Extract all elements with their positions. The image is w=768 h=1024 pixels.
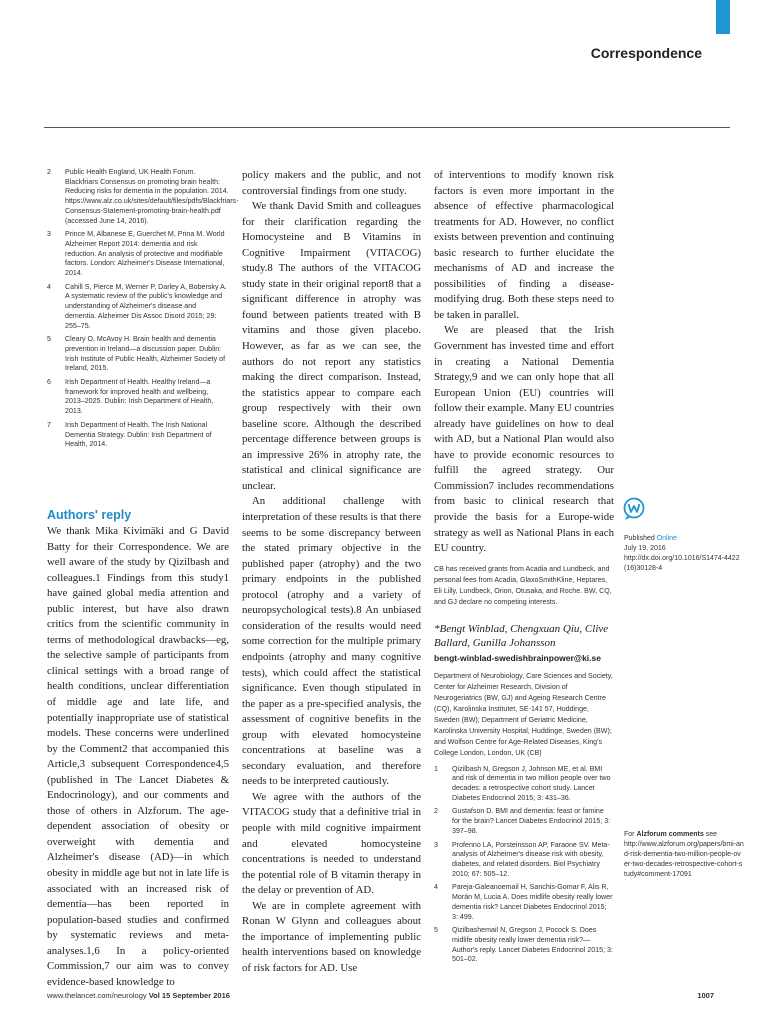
reference-item bbox=[434, 926, 614, 965]
published-label: Published bbox=[624, 535, 655, 542]
reference-number: 3 bbox=[434, 840, 438, 849]
reference-number: 4 bbox=[434, 883, 438, 892]
column-3 bbox=[434, 168, 614, 969]
published-online-note bbox=[624, 534, 744, 574]
authors-reply-heading: Authors' reply bbox=[47, 507, 132, 522]
body-paragraph: We are pleased that the Irish Government has invested time and effort in creating a National Dementia Strategy,9 and we can only hope that all European Union (EU) countries will follow their example. Many EU countries already have guidelines on how to deal with AD, but a National Plan would also have to provide economic resources to fulfill the agreed strategy. Our Commission7 includes recommendations from basic to clinical research that provide the basis for a Europe-wide strategy as well as National Plans in each EU country. bbox=[434, 324, 614, 555]
reference-text: Irish Department of Health. Healthy Ireland—a framework for improved health and wellbeing, 2013–2025. Dublin: Irish Department of Health, 2013. bbox=[65, 378, 214, 416]
forum-prefix: For bbox=[624, 831, 635, 838]
reference-list-2 bbox=[434, 765, 614, 965]
footer-volume: Vol 15 bbox=[148, 991, 171, 1000]
reference-item bbox=[434, 883, 614, 922]
author-email[interactable]: bengt-winblad-swedishbrainpower@ki.se bbox=[434, 652, 601, 663]
reference-list-1 bbox=[47, 168, 239, 450]
reference-item bbox=[434, 765, 614, 804]
reference-item bbox=[47, 378, 229, 417]
reference-number: 2 bbox=[47, 168, 51, 176]
header-rule bbox=[44, 127, 730, 128]
alzforum-note bbox=[624, 830, 744, 880]
reference-text: Cleary O, McAvoy H. Brain health and dementia prevention in Ireland—a discussion paper. Dublin: Irish Institute of Public Health, Alzheimer Society of Ireland, 2015. bbox=[65, 335, 226, 373]
section-title: Correspondence bbox=[590, 45, 702, 61]
author-names: *Bengt Winblad, Chengxuan Qiu, Clive Ballard, Gunilla Johansson bbox=[434, 622, 609, 649]
reference-number: 3 bbox=[47, 230, 51, 239]
doi-link[interactable]: http://dx.doi.org/10.1016/S1474-4422(16)30128-4 bbox=[624, 555, 740, 572]
forum-bold-label: Alzforum comments bbox=[636, 831, 704, 838]
competing-interests: CB has received grants from Acadia and Lundbeck, and personal fees from Acadia, GlaxoSmithKline, Heptares, Eli Lilly, Lundbeck, Orion, Otusaka, and Roche. BW, CQ, and GJ declare no competing interests. bbox=[434, 564, 612, 606]
forum-suffix: see bbox=[705, 831, 717, 838]
reply-body bbox=[47, 524, 229, 990]
body-paragraph: An additional challenge with interpretation of these results is that there seems to be some discrepancy between the stated primary objective in the published paper (atrophy) and the two primary endpoints in the published protocol (atrophy and a variety of neuropsychological tests).8 An unbiased consideration of the results would need some correction for the multiple primary endpoints (atrophy and many cognitive tests), which could affect the statistical significance. Even though stipulated in the paper as a pre-specified analysis, the assessment of cognitive benefits in the group with elevated homocysteine concentrations at baseline was a secondary evaluation, and therefore needs to be interpreted cautiously. bbox=[242, 495, 421, 788]
body-paragraph: We thank David Smith and colleagues for their clarification regarding the Homocysteine and B Vitamins in Cognitive Impairment (VITACOG) study.8 The authors of the VITACOG study state in their original report8 that a significant difference in atrophy was found between patients treated with B vitamins and those given placebo. However, as far as we can see, the authors do not report any statistics making the direct comparison. Instead, the statistics appear to compare each group respectively with their own baseline score. Although the described percentage difference between groups is an impressive 26% in atrophy rate, the statistical and clinical significance are unclear. bbox=[242, 200, 421, 492]
reference-item bbox=[47, 230, 229, 279]
reference-item bbox=[47, 335, 229, 374]
published-date: July 19, 2016 bbox=[624, 545, 666, 552]
reference-text: Prince M, Albanese E, Guerchet M, Prina M. World Alzheimer Report 2014: dementia and risk reduction. An analysis of protective and modifiable factors. London: Alzheimer's Disease International, 2014. bbox=[65, 230, 225, 278]
reference-number: 2 bbox=[434, 807, 438, 816]
accent-bar bbox=[716, 0, 730, 34]
online-first-icon bbox=[623, 497, 645, 521]
reference-number: 5 bbox=[47, 335, 51, 344]
reference-number: 7 bbox=[47, 420, 51, 429]
reference-text: Irish Department of Health. The Irish National Dementia Strategy. Dublin: Irish Department of Health, 2014. bbox=[65, 420, 212, 449]
reference-item bbox=[434, 841, 614, 880]
author-affiliation: Department of Neurobiology, Care Sciences and Society, Center for Alzheimer Research, Division of Neurogeriatrics (BW, GJ) and Ageing Research Centre (CQ), Karolinska Institutet, SE-141 57, Huddinge, Sweden (BW); Department of Geriatric Medicine, Karolinska University Hospital, Huddinge, Sweden (BW); and Wolfson Centre for Age-Related Diseases, King's College London, London, UK (CB) bbox=[434, 671, 613, 757]
reference-number: 6 bbox=[47, 378, 51, 387]
reference-text: Qizilbash N, Gregson J, Johnson ME, et al. BMI and risk of dementia in two million people over two decades: a retrospective cohort study. Lancet Diabetes Endocrinol 2015; 3: 431–36. bbox=[452, 764, 611, 802]
body-paragraph: policy makers and the public, and not controversial findings from one study. bbox=[242, 169, 421, 197]
reference-text: Pareja-Galeanoemail H, Sanchis-Gomar F, Alis R, Morán M, Lucia A. Does midlife obesity really lower dementia risk? Lancet Diabetes Endocrinol 2015; 3: 499. bbox=[452, 883, 613, 921]
reference-number: 1 bbox=[434, 764, 438, 773]
reference-item bbox=[47, 168, 239, 226]
body-paragraph: We thank Mika Kivimäki and G David Batty for their Correspondence. We are well aware of the study by Qizilbash and colleagues.1 Findings from this study1 have gained global media attention and public interest, but have also drawn critics from the scientific community in terms of methodological drawbacks—eg, the selective sample of participants from clinical settings with a broad range of health conditions, unclear differentiation of middle age and late life, and potentially inappropriate use of statistical models. These concerns were underlined by the Comment2 that accompanied this Article,3 subsequent Correspondence4,5 (published in The Lancet Diabetes & Endocrinology), and our comments and those of others in Alzforum. The age-dependent association of obesity or overweight with dementia and Alzheimer's disease (AD)—in which obesity in middle age but not in late life is associated with an increased risk of dementia—has been reported in population-based studies and confirmed by systematic reviews and meta-analyses.1,6 In a policy-oriented Commission,7 our aim was to convey evidence-based knowledge to bbox=[47, 524, 230, 988]
reference-number: 4 bbox=[47, 282, 51, 291]
footer-citation bbox=[47, 991, 230, 1000]
reference-text: Profenno LA, Porsteinsson AP, Faraone SV. Meta-analysis of Alzheimer's disease risk with obesity, diabetes, and related disorders. Biol Psychiatry 2010; 67: 505–12. bbox=[452, 840, 610, 878]
reference-number: 5 bbox=[434, 926, 438, 935]
reference-text: Gustafson D. BMI and dementia: feast or famine for the brain? Lancet Diabetes Endocrinol 2015; 3: 397–98. bbox=[452, 807, 611, 835]
reference-text: Cahill S, Pierce M, Werner P, Darley A, Bobersky A. A systematic review of the public's knowledge and understanding of Alzheimer's disease and dementia. Alzheimer Dis Assoc Disord 2015; 29: 255–75. bbox=[65, 282, 227, 330]
body-paragraph: We agree with the authors of the VITACOG study that a definitive trial in people with mild cognitive impairment and elevated homocysteine concentrations is needed to understand the potential role of B vitamin therapy in the delay or prevention of AD. bbox=[242, 790, 421, 897]
body-paragraph: We are in complete agreement with Ronan W Glynn and colleagues about the importance of implementing public health interventions based on knowledge of risk factors for AD. Use bbox=[242, 899, 421, 974]
body-paragraph: of interventions to modify known risk factors is even more important in the absence of effective pharmacological treatments for AD. However, no conflict exists between prevention and continuing basic research to further elucidate the mechanisms of AD and increase the possibilities of finding a disease-modifying drug. Both these steps need to be taken in parallel. bbox=[434, 169, 614, 321]
reference-text: Public Health England, UK Health Forum. Blackfriars Consensus on promoting brain health: Reducing risks for dementia in the population. 2014. https://www.alz.co.uk/sites/default/files/pdfs/Blackfriars-Consensus-Statement-promoting-brain-health.pdf (accessed June 14, 2016). bbox=[65, 168, 239, 225]
column-1 bbox=[47, 168, 239, 990]
reply-body-end bbox=[434, 168, 614, 557]
column-2 bbox=[242, 168, 421, 976]
online-label: Online bbox=[656, 535, 677, 542]
footer-date: September 2016 bbox=[172, 991, 230, 1000]
page-number: 1007 bbox=[697, 991, 714, 1000]
reference-item bbox=[47, 283, 229, 332]
reply-body-continued bbox=[242, 168, 421, 976]
reference-text: Qizilbashemail N, Gregson J, Pocock S. Does midlife obesity really lower dementia risk?—Author's reply. Lancet Diabetes Endocrinol 2015; 3: 501–02. bbox=[452, 926, 613, 964]
footer-site[interactable]: www.thelancet.com/neurology bbox=[47, 991, 147, 1000]
reference-item bbox=[47, 421, 229, 450]
forum-link[interactable]: http://www.alzforum.org/papers/bmi-and-risk-dementia-two-million-people-over-two-decades-retrospective-cohort-study#comment-17091 bbox=[624, 841, 744, 878]
reference-item bbox=[434, 807, 614, 836]
